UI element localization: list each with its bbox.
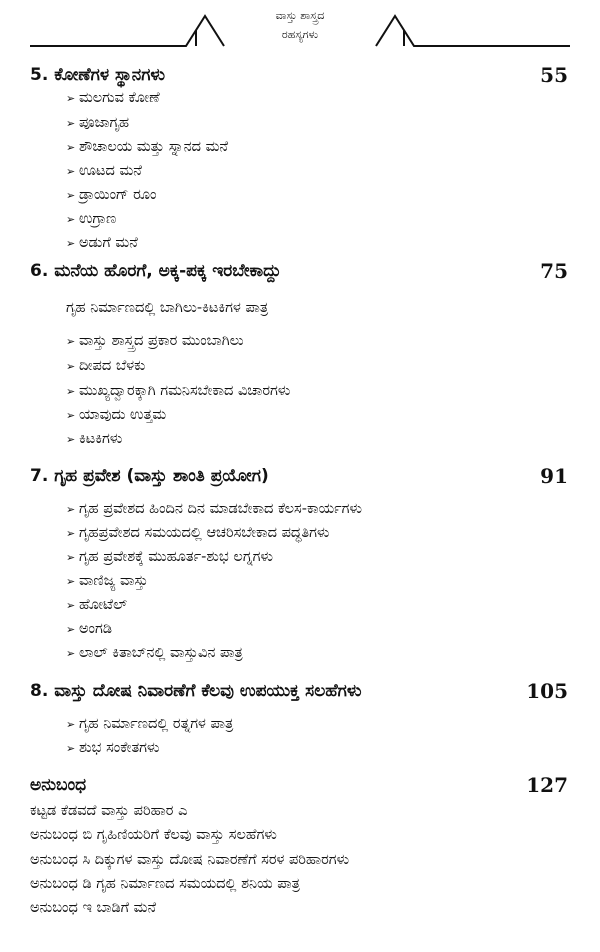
appendix-line: ಅನುಬಂಧ ಡಿ ಗೃಹ ನಿರ್ಮಾಣದ ಸಮಯದಲ್ಲಿ ಶನಿಯ ಪಾತ್ರ — [30, 876, 300, 892]
section-5-heading — [30, 60, 568, 90]
list-item: ➢ ಮಲಗುವ ಕೋಣೆ — [66, 87, 160, 110]
list-item: ➢ ಅಂಗಡಿ — [66, 618, 112, 641]
section-title: 7. ಗೃಹ ಪ್ರವೇಶ (ವಾಸ್ತು ಶಾಂತಿ ಪ್ರಯೋಗ) — [30, 466, 269, 486]
page-number: 127 — [526, 773, 568, 797]
arrow-bullet-icon: ➢ — [66, 409, 76, 422]
page-number: 105 — [526, 679, 568, 703]
section-8-heading — [30, 676, 568, 706]
arrow-bullet-icon: ➢ — [66, 575, 76, 588]
list-item: ➢ ಗೃಹ ನಿರ್ಮಾಣದಲ್ಲಿ ರತ್ನಗಳ ಪಾತ್ರ — [66, 713, 233, 736]
appendix-line: ಕಟ್ಟಡ ಕೆಡವದೆ ವಾಸ್ತು ಪರಿಹಾರ ಎ — [30, 803, 188, 819]
arrow-bullet-icon: ➢ — [66, 237, 76, 250]
page-number: 91 — [540, 464, 568, 488]
arrow-bullet-icon: ➢ — [66, 92, 76, 105]
arrow-bullet-icon: ➢ — [66, 385, 76, 398]
appendix-line: ಅನುಬಂಧ ಸಿ ದಿಕ್ಕುಗಳ ವಾಸ್ತು ದೋಷ ನಿವಾರಣೆಗೆ ಸರಳ ಪರಿಹಾರಗಳು — [30, 852, 350, 868]
section-intro: ಗೃಹ ನಿರ್ಮಾಣದಲ್ಲಿ ಬಾಗಿಲು-ಕಿಟಕಿಗಳ ಪಾತ್ರ — [66, 300, 269, 316]
arrow-bullet-icon: ➢ — [66, 623, 76, 636]
list-item: ➢ ಶುಭ ಸಂಕೇತಗಳು — [66, 737, 160, 760]
section-title: 5. ಕೋಣೆಗಳ ಸ್ಥಾನಗಳು — [30, 65, 166, 85]
arrow-bullet-icon: ➢ — [66, 647, 76, 660]
arrow-bullet-icon: ➢ — [66, 599, 76, 612]
list-item: ➢ ಹೋಟೆಲ್ — [66, 594, 127, 617]
section-6-heading — [30, 256, 568, 286]
list-item: ➢ ಡ್ರಾಯಿಂಗ್ ರೂಂ — [66, 184, 157, 207]
list-item: ➢ ಯಾವುದು ಉತ್ತಮ — [66, 404, 166, 427]
list-item: ➢ ವಾಸ್ತು ಶಾಸ್ತ್ರದ ಪ್ರಕಾರ ಮುಂಬಾಗಿಲು — [66, 330, 244, 353]
arrow-bullet-icon: ➢ — [66, 433, 76, 446]
list-item: ➢ ಶೌಚಾಲಯ ಮತ್ತು ಸ್ನಾನದ ಮನೆ — [66, 136, 228, 159]
appendix-line: ಅನುಬಂಧ ಇ ಬಾಡಿಗೆ ಮನೆ — [30, 900, 157, 916]
section-title: 8. ವಾಸ್ತು ದೋಷ ನಿವಾರಣೆಗೆ ಕೆಲವು ಉಪಯುಕ್ತ ಸಲಹೆಗಳು — [30, 681, 362, 701]
book-title-line1: ವಾಸ್ತು ಶಾಸ್ತ್ರದ — [275, 9, 325, 22]
arrow-bullet-icon: ➢ — [66, 718, 76, 731]
page-number: 55 — [540, 63, 568, 87]
section-title: 6. ಮನೆಯ ಹೊರಗೆ, ಅಕ್ಕ-ಪಕ್ಕ ಇರಬೇಕಾದ್ದು — [30, 261, 282, 281]
list-item: ➢ ಗೃಹಪ್ರವೇಶದ ಸಮಯದಲ್ಲಿ ಆಚರಿಸಬೇಕಾದ ಪದ್ಧತಿಗಳು — [66, 522, 329, 545]
list-item: ➢ ಅಡುಗೆ ಮನೆ — [66, 232, 138, 255]
arrow-bullet-icon: ➢ — [66, 141, 76, 154]
list-item: ➢ ಪೂಜಾಗೃಹ — [66, 112, 129, 135]
arrow-bullet-icon: ➢ — [66, 551, 76, 564]
book-title-line2: ರಹಸ್ಯಗಳು — [281, 28, 319, 41]
list-item: ➢ ಗೃಹ ಪ್ರವೇಶದ ಹಿಂದಿನ ದಿನ ಮಾಡಬೇಕಾದ ಕೆಲಸ-ಕಾರ್ಯಗಳು — [66, 498, 362, 521]
arrow-bullet-icon: ➢ — [66, 117, 76, 130]
arrow-bullet-icon: ➢ — [66, 742, 76, 755]
list-item: ➢ ವಾಣಿಜ್ಯ ವಾಸ್ತು — [66, 570, 148, 593]
list-item: ➢ ಉಗ್ರಾಣ — [66, 208, 116, 231]
arrow-bullet-icon: ➢ — [66, 335, 76, 348]
list-item: ➢ ದೀಪದ ಬೆಳಕು — [66, 355, 145, 378]
section-title: ಅನುಬಂಧ — [30, 775, 87, 795]
arrow-bullet-icon: ➢ — [66, 360, 76, 373]
list-item: ➢ ಗೃಹ ಪ್ರವೇಶಕ್ಕೆ ಮುಹೂರ್ತ-ಶುಭ ಲಗ್ನಗಳು — [66, 546, 273, 569]
arrow-bullet-icon: ➢ — [66, 189, 76, 202]
section-7-heading — [30, 461, 568, 491]
page-number: 75 — [540, 259, 568, 283]
appendix-heading — [30, 770, 568, 800]
list-item: ➢ ಊಟದ ಮನೆ — [66, 160, 142, 183]
arrow-bullet-icon: ➢ — [66, 503, 76, 516]
arrow-bullet-icon: ➢ — [66, 165, 76, 178]
appendix-line: ಅನುಬಂಧ ಬಿ ಗೃಹಿಣಿಯರಿಗೆ ಕೆಲವು ವಾಸ್ತು ಸಲಹೆಗಳು — [30, 827, 277, 843]
running-header — [0, 0, 600, 60]
arrow-bullet-icon: ➢ — [66, 213, 76, 226]
list-item: ➢ ಕಿಟಕಿಗಳು — [66, 428, 122, 451]
list-item: ➢ ಲಾಲ್ ಕಿತಾಬ್‌ನಲ್ಲಿ ವಾಸ್ತುವಿನ ಪಾತ್ರ — [66, 642, 243, 665]
list-item: ➢ ಮುಖ್ಯದ್ವಾರಕ್ಕಾಗಿ ಗಮನಿಸಬೇಕಾದ ವಿಚಾರಗಳು — [66, 380, 290, 403]
arrow-bullet-icon: ➢ — [66, 527, 76, 540]
